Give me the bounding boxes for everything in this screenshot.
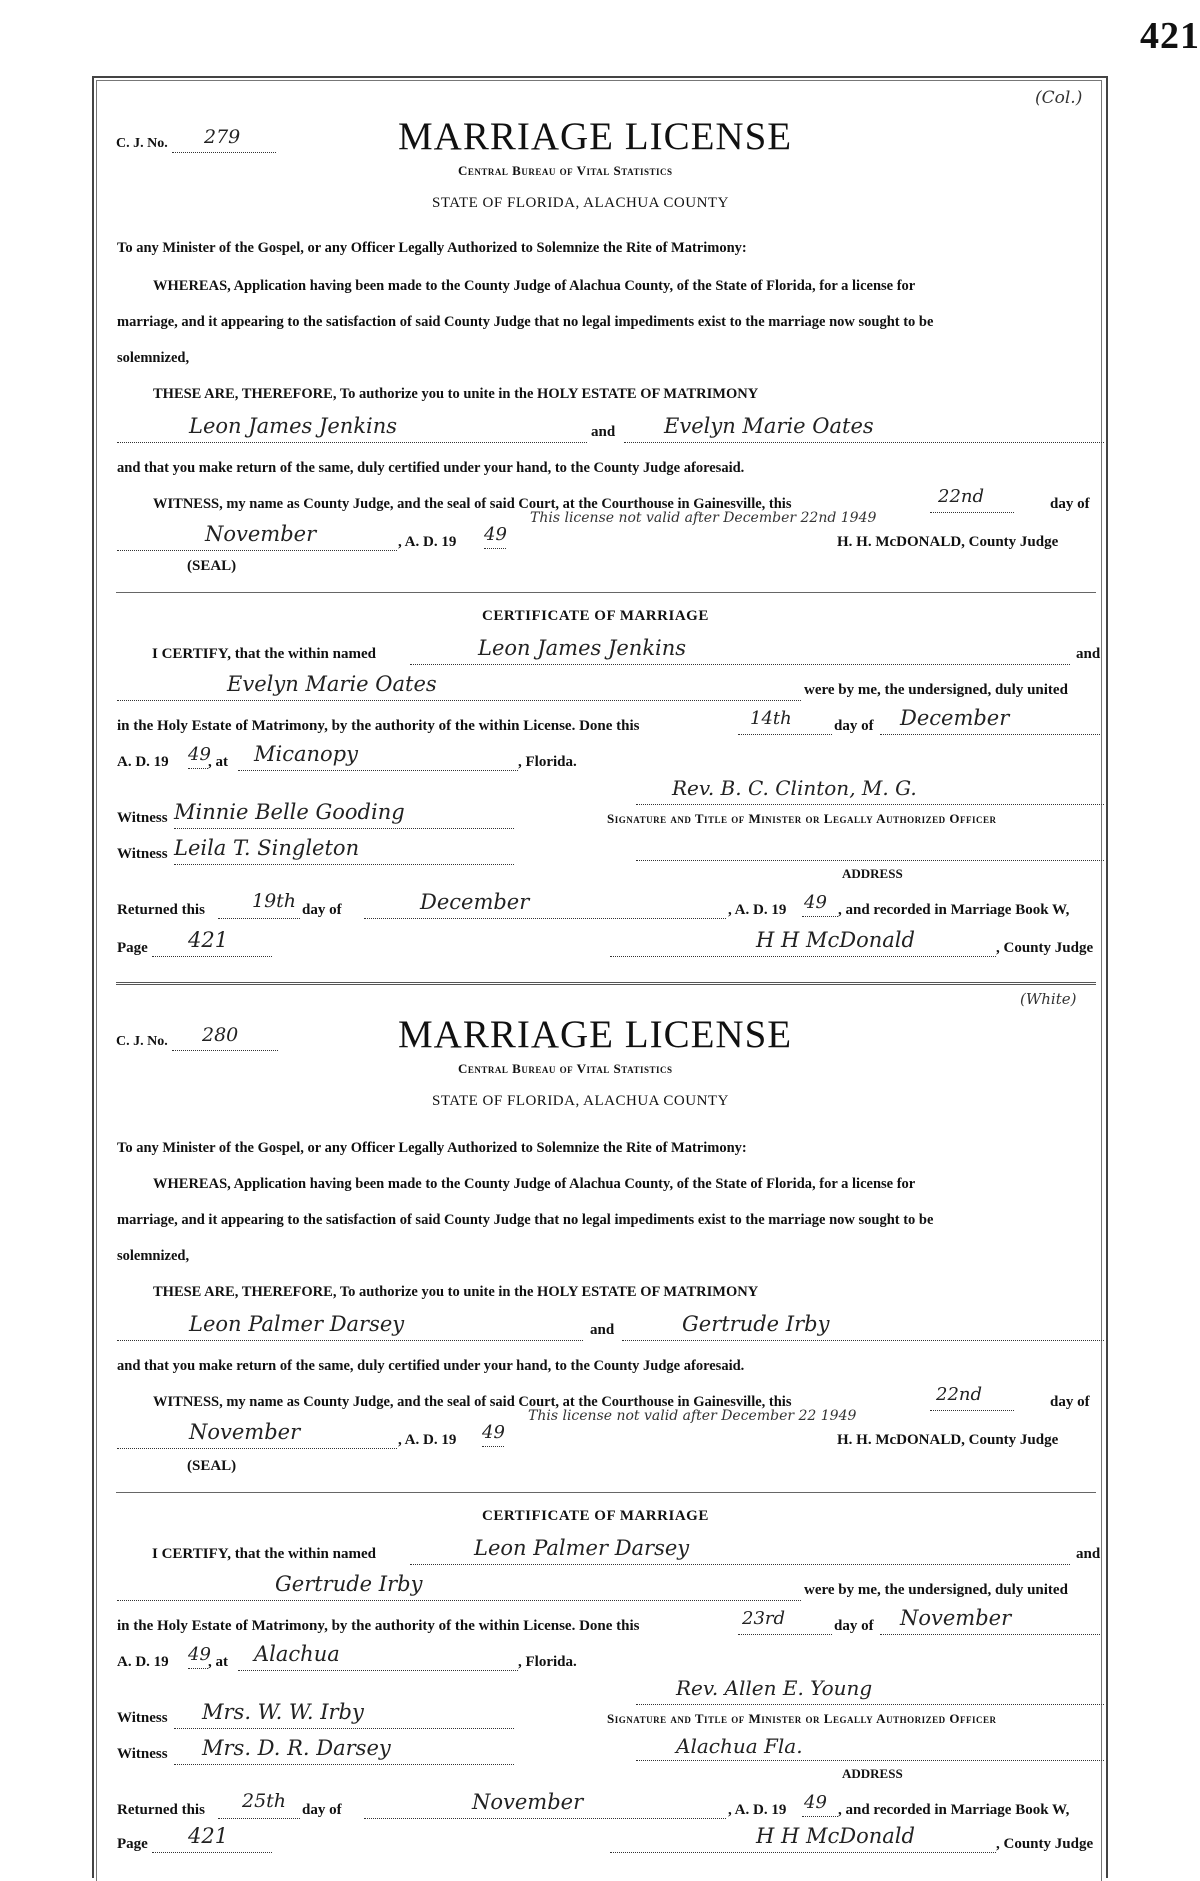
- witness-2-label: Witness: [117, 1746, 168, 1762]
- returned-ad: , A. D. 19: [728, 1802, 787, 1818]
- officer-signature-line: [636, 1704, 1104, 1705]
- at-label: , at: [208, 754, 228, 770]
- ad-year-label: A. D. 19: [117, 1654, 169, 1670]
- recorded-text: , and recorded in Marriage Book W,: [838, 902, 1070, 918]
- witness-1-field: [174, 800, 514, 829]
- license-title: MARRIAGE LICENSE: [398, 115, 793, 158]
- holy-estate-text: in the Holy Estate of Matrimony, by the authority of the within License. Done this: [117, 1618, 640, 1634]
- place-field: [238, 1642, 518, 1671]
- officer-signature: Rev. B. C. Clinton, M. G.: [672, 776, 917, 800]
- whereas-line-3: solemnized,: [117, 1248, 190, 1264]
- cj-number: 279: [204, 126, 241, 148]
- address-line: [636, 1760, 1104, 1761]
- seal-label: (SEAL): [187, 558, 237, 574]
- cj-label: C. J. No.: [116, 136, 168, 151]
- returned-label: Returned this: [117, 902, 205, 918]
- issue-year: 49: [482, 1422, 505, 1443]
- witness-2: Mrs. D. R. Darsey: [202, 1736, 391, 1760]
- therefore-line: THESE ARE, THEREFORE, To authorize you to unite in the HOLY ESTATE OF MATRIMONY: [153, 1284, 759, 1300]
- groom-field: [117, 414, 587, 443]
- cj-label: C. J. No.: [116, 1034, 168, 1049]
- page-value-field: [152, 1824, 272, 1853]
- seal-label: (SEAL): [187, 1458, 237, 1474]
- groom-name: Leon James Jenkins: [189, 414, 398, 438]
- address-label: ADDRESS: [842, 1766, 903, 1781]
- state-line: STATE OF FLORIDA, ALACHUA COUNTY: [432, 195, 729, 211]
- issue-year-field: [484, 526, 506, 549]
- cert-and: and: [1076, 646, 1101, 662]
- issue-year-field: [482, 1424, 504, 1447]
- done-day-of: day of: [834, 1618, 874, 1634]
- united-text: were by me, the undersigned, duly united: [804, 1582, 1068, 1598]
- place-field: [238, 742, 518, 771]
- day-of-label: day of: [1050, 1394, 1090, 1410]
- ad-label: , A. D. 19: [398, 1432, 457, 1448]
- done-year: 49: [188, 1644, 211, 1665]
- at-label: , at: [208, 1654, 228, 1670]
- done-month: November: [900, 1606, 1012, 1630]
- returned-day: 19th: [252, 890, 297, 912]
- issue-month: November: [205, 522, 317, 546]
- issue-day-field: [930, 488, 1014, 513]
- witness-2-field: [174, 1736, 514, 1765]
- salutation: To any Minister of the Gospel, or any Officer Legally Authorized to Solemnize the Rite of Matrimony:: [117, 240, 747, 256]
- place: Alachua: [254, 1642, 340, 1666]
- done-year-field: [188, 744, 211, 769]
- bride-name: Evelyn Marie Oates: [664, 414, 874, 438]
- issue-day: 22nd: [936, 1384, 983, 1405]
- witness-1-field: [174, 1700, 514, 1729]
- recorder-field: [610, 1824, 996, 1853]
- returned-label: Returned this: [117, 1802, 205, 1818]
- issue-month-field: [117, 1420, 397, 1449]
- officer-title: Signature and Title of Minister or Legally Authorized Officer: [607, 811, 997, 826]
- page-value: 421: [188, 1824, 229, 1848]
- whereas-line-2: marriage, and it appearing to the satisfaction of said County Judge that no legal impediments exist to the marriage now sought to be: [117, 1212, 934, 1228]
- officer-title: Signature and Title of Minister or Legally Authorized Officer: [607, 1711, 997, 1726]
- florida-label: , Florida.: [518, 754, 577, 770]
- returned-year-field: [802, 894, 838, 917]
- groom-field: [117, 1312, 583, 1341]
- whereas-line-1: WHEREAS, Application having been made to the County Judge of Alachua County, of the State of Florida, for a license for: [153, 1176, 916, 1192]
- returned-month: December: [420, 890, 530, 914]
- salutation: To any Minister of the Gospel, or any Officer Legally Authorized to Solemnize the Rite of Matrimony:: [117, 1140, 747, 1156]
- officer-signature-line: [636, 804, 1104, 805]
- cj-number-field: [172, 1024, 278, 1051]
- witness-1-label: Witness: [117, 1710, 168, 1726]
- cert-groom: Leon James Jenkins: [478, 636, 687, 660]
- address-label: ADDRESS: [842, 866, 903, 881]
- witness-1: Mrs. W. W. Irby: [202, 1700, 364, 1724]
- done-year-field: [188, 1644, 211, 1669]
- witness-1-label: Witness: [117, 810, 168, 826]
- certify-label: I CERTIFY, that the within named: [152, 646, 376, 662]
- issue-month-field: [117, 522, 397, 551]
- returned-day-of: day of: [302, 1802, 342, 1818]
- cert-groom-field: [410, 636, 1070, 665]
- county-judge-label: , County Judge: [996, 1836, 1094, 1852]
- judge-name: H. H. McDONALD, County Judge: [837, 1432, 1059, 1448]
- race-note: (White): [1020, 990, 1077, 1008]
- cert-and: and: [1076, 1546, 1101, 1562]
- groom-name: Leon Palmer Darsey: [189, 1312, 405, 1336]
- and-word: and: [590, 1322, 615, 1338]
- returned-year: 49: [804, 892, 827, 913]
- witness-clause: WITNESS, my name as County Judge, and the seal of said Court, at the Courthouse in Gainesville, this: [153, 496, 792, 512]
- returned-month-field: [364, 890, 726, 919]
- witness-2-field: [174, 836, 514, 865]
- page-label: Page: [117, 1836, 148, 1852]
- recorded-text: , and recorded in Marriage Book W,: [838, 1802, 1070, 1818]
- judge-name: H. H. McDONALD, County Judge: [837, 534, 1059, 550]
- witness-clause: WITNESS, my name as County Judge, and the seal of said Court, at the Courthouse in Gainesville, this: [153, 1394, 792, 1410]
- holy-estate-text: in the Holy Estate of Matrimony, by the authority of the within License. Done this: [117, 718, 640, 734]
- validity-note: This license not valid after December 22nd 1949: [530, 510, 877, 526]
- issue-year: 49: [484, 524, 507, 545]
- place: Micanopy: [254, 742, 358, 766]
- county-judge-label: , County Judge: [996, 940, 1094, 956]
- certify-label: I CERTIFY, that the within named: [152, 1546, 376, 1562]
- done-day: 23rd: [742, 1608, 786, 1629]
- returned-month: November: [472, 1790, 584, 1814]
- done-month-field: [880, 1606, 1100, 1635]
- whereas-line-3: solemnized,: [117, 350, 190, 366]
- certificate-title: CERTIFICATE OF MARRIAGE: [482, 1508, 709, 1524]
- cert-bride: Evelyn Marie Oates: [227, 672, 437, 696]
- state-line: STATE OF FLORIDA, ALACHUA COUNTY: [432, 1093, 729, 1109]
- returned-year: 49: [804, 1792, 827, 1813]
- cert-bride: Gertrude Irby: [275, 1572, 423, 1596]
- recorder-signature: H H McDonald: [756, 1824, 915, 1848]
- page-value: 421: [188, 928, 229, 952]
- certificate-title: CERTIFICATE OF MARRIAGE: [482, 608, 709, 624]
- address-line: [636, 860, 1104, 861]
- license-separator: [116, 982, 1096, 985]
- officer-signature: Rev. Allen E. Young: [676, 1676, 873, 1700]
- whereas-line-1: WHEREAS, Application having been made to the County Judge of Alachua County, of the State of Florida, for a license for: [153, 278, 916, 294]
- cj-number-field: [172, 126, 276, 153]
- page-label: Page: [117, 940, 148, 956]
- validity-note: This license not valid after December 22 1949: [528, 1408, 857, 1424]
- returned-year-field: [802, 1794, 838, 1817]
- returned-day-of: day of: [302, 902, 342, 918]
- bureau-line: Central Bureau of Vital Statistics: [458, 163, 673, 178]
- returned-ad: , A. D. 19: [728, 902, 787, 918]
- return-line: and that you make return of the same, duly certified under your hand, to the County Judge aforesaid.: [117, 460, 745, 476]
- therefore-line: THESE ARE, THEREFORE, To authorize you to unite in the HOLY ESTATE OF MATRIMONY: [153, 386, 759, 402]
- cert-bride-field: [117, 1572, 801, 1601]
- recorder-field: [610, 928, 996, 957]
- done-day-field: [738, 710, 832, 735]
- done-month-field: [880, 706, 1100, 735]
- returned-month-field: [364, 1790, 726, 1819]
- witness-2-label: Witness: [117, 846, 168, 862]
- witness-1: Minnie Belle Gooding: [174, 800, 405, 824]
- issue-day-field: [930, 1386, 1014, 1411]
- license-title: MARRIAGE LICENSE: [398, 1013, 793, 1056]
- done-year: 49: [188, 744, 211, 765]
- page-number: 421: [1140, 15, 1200, 57]
- cert-bride-field: [117, 672, 801, 701]
- issue-day: 22nd: [938, 486, 985, 507]
- ad-label: , A. D. 19: [398, 534, 457, 550]
- bureau-line: Central Bureau of Vital Statistics: [458, 1061, 673, 1076]
- done-month: December: [900, 706, 1010, 730]
- done-day-field: [738, 1610, 832, 1635]
- united-text: were by me, the undersigned, duly united: [804, 682, 1068, 698]
- cert-groom-field: [410, 1536, 1070, 1565]
- cj-number: 280: [202, 1024, 239, 1046]
- done-day: 14th: [750, 708, 792, 729]
- officer-address: Alachua Fla.: [676, 1734, 803, 1758]
- return-line: and that you make return of the same, duly certified under your hand, to the County Judge aforesaid.: [117, 1358, 745, 1374]
- cert-groom: Leon Palmer Darsey: [474, 1536, 690, 1560]
- race-note: (Col.): [1035, 88, 1083, 108]
- returned-day: 25th: [242, 1790, 287, 1812]
- and-word: and: [591, 424, 616, 440]
- witness-2: Leila T. Singleton: [174, 836, 360, 860]
- bride-field: [624, 414, 1104, 443]
- bride-name: Gertrude Irby: [682, 1312, 830, 1336]
- whereas-line-2: marriage, and it appearing to the satisfaction of said County Judge that no legal impediments exist to the marriage now sought to be: [117, 314, 934, 330]
- returned-day-field: [218, 1792, 300, 1819]
- recorder-signature: H H McDonald: [756, 928, 915, 952]
- section-divider: [116, 1492, 1096, 1493]
- day-of-label: day of: [1050, 496, 1090, 512]
- florida-label: , Florida.: [518, 1654, 577, 1670]
- section-divider: [116, 592, 1096, 593]
- issue-month: November: [189, 1420, 301, 1444]
- done-day-of: day of: [834, 718, 874, 734]
- bride-field: [622, 1312, 1104, 1341]
- returned-day-field: [218, 892, 300, 919]
- ad-year-label: A. D. 19: [117, 754, 169, 770]
- page-value-field: [152, 928, 272, 957]
